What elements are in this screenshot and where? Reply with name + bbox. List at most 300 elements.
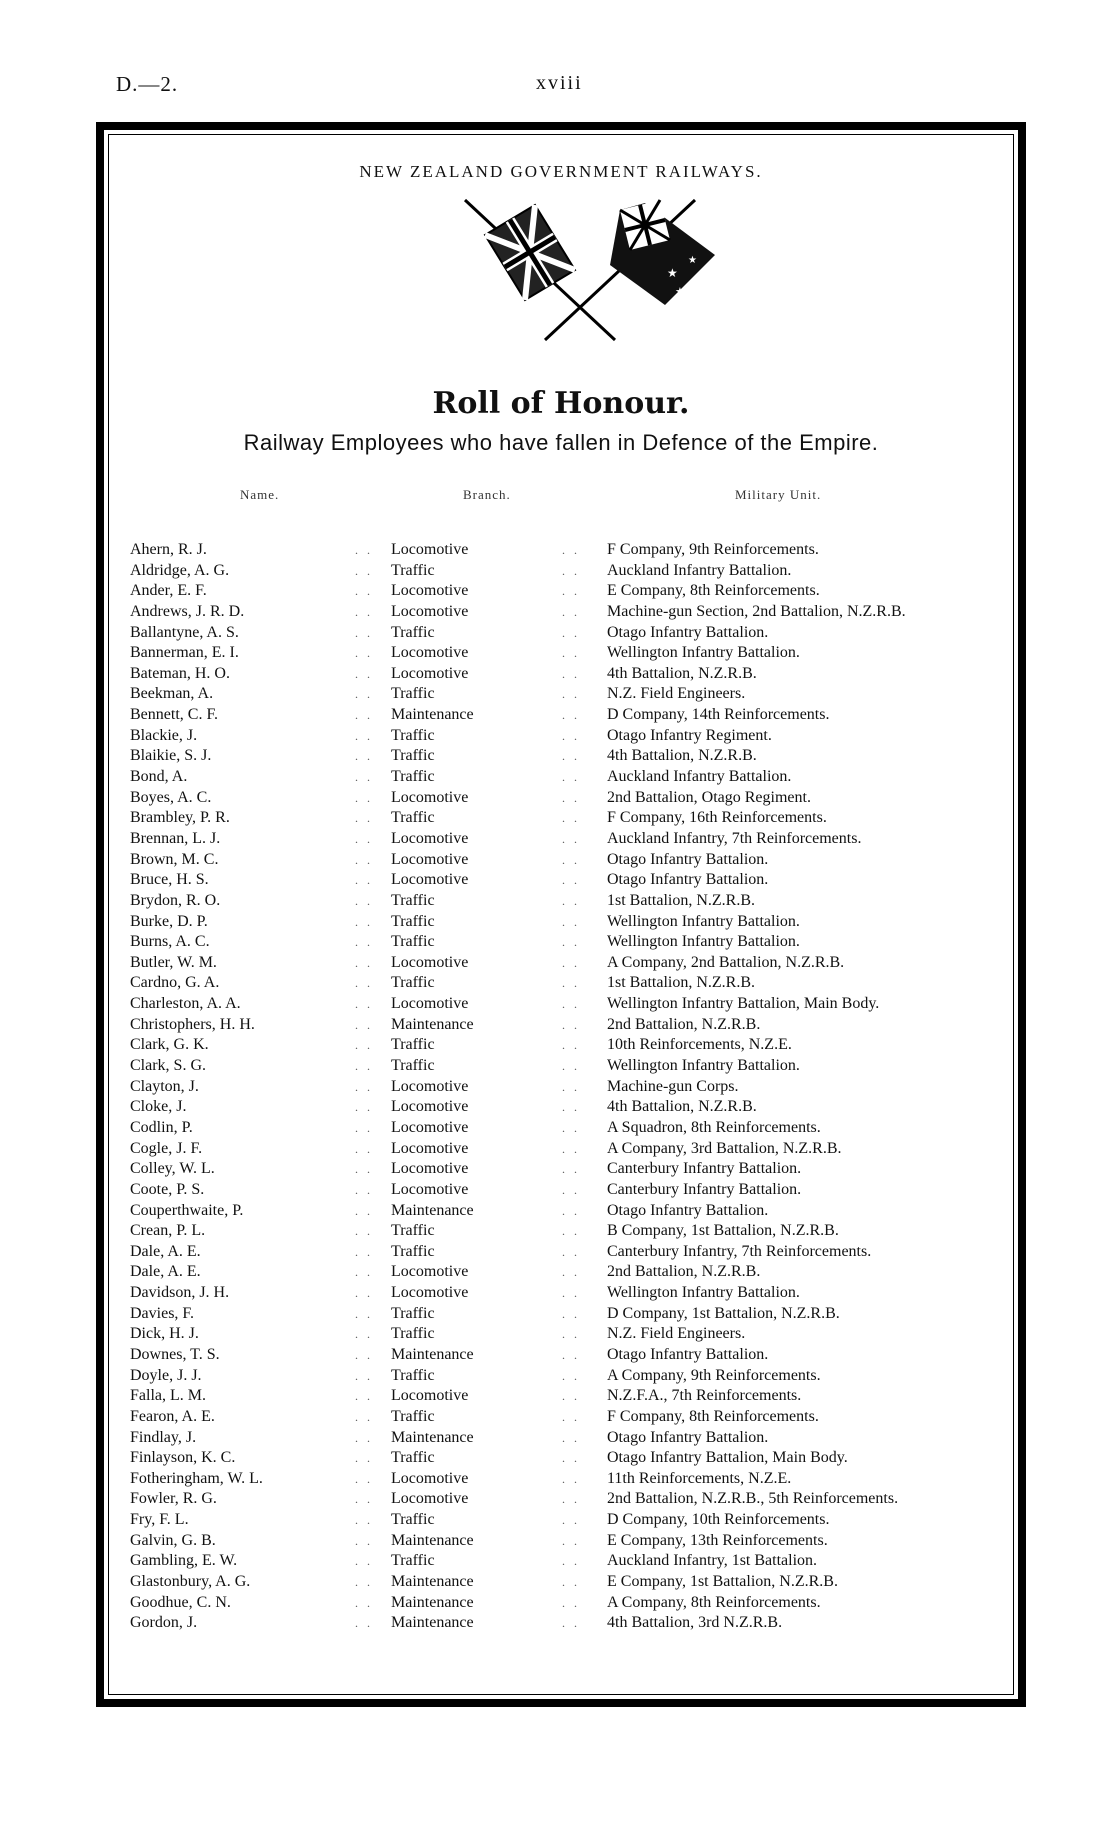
- branch-name: Locomotive: [391, 1118, 469, 1136]
- list-item: [130, 602, 1010, 623]
- list-item: [130, 1242, 1010, 1263]
- dot-leader: . .: [562, 1513, 580, 1528]
- dot-leader: . .: [355, 1141, 373, 1156]
- list-item: [130, 1448, 1010, 1469]
- dot-leader: . .: [355, 790, 373, 805]
- column-header-branch: Branch.: [463, 487, 511, 502]
- person-name: Doyle, J. J.: [130, 1366, 202, 1384]
- dot-leader: . .: [562, 1389, 580, 1404]
- military-unit: N.Z. Field Engineers.: [607, 1325, 746, 1343]
- dot-leader: . .: [562, 1079, 580, 1094]
- list-item: [130, 870, 1010, 891]
- branch-name: Traffic: [391, 1511, 435, 1529]
- branch-name: Traffic: [391, 1304, 435, 1322]
- military-unit: B Company, 1st Battalion, N.Z.R.B.: [607, 1222, 839, 1240]
- person-name: Colley, W. L.: [130, 1160, 215, 1178]
- person-name: Gambling, E. W.: [130, 1552, 238, 1570]
- dot-leader: . .: [355, 666, 373, 681]
- dot-leader: . .: [562, 1451, 580, 1466]
- list-item: [130, 1469, 1010, 1490]
- dot-leader: . .: [562, 708, 580, 723]
- branch-name: Traffic: [391, 1366, 435, 1384]
- military-unit: Wellington Infantry Battalion, Main Body.: [607, 995, 880, 1013]
- person-name: Davidson, J. H.: [130, 1284, 230, 1302]
- dot-leader: . .: [562, 1224, 580, 1239]
- list-item: [130, 1056, 1010, 1077]
- dot-leader: . .: [355, 1265, 373, 1280]
- military-unit: 4th Battalion, 3rd N.Z.R.B.: [607, 1614, 783, 1632]
- dot-leader: . .: [562, 873, 580, 888]
- military-unit: 11th Reinforcements, N.Z.E.: [607, 1469, 792, 1487]
- dot-leader: . .: [562, 955, 580, 970]
- dot-leader: . .: [562, 1347, 580, 1362]
- list-item: [130, 1221, 1010, 1242]
- dot-leader: . .: [355, 831, 373, 846]
- person-name: Codlin, P.: [130, 1118, 193, 1136]
- page-title: Roll of Honour.: [432, 386, 690, 421]
- military-unit: 1st Battalion, N.Z.R.B.: [607, 974, 755, 992]
- person-name: Clark, S. G.: [130, 1057, 206, 1075]
- dot-leader: . .: [562, 1368, 580, 1383]
- dot-leader: . .: [355, 1595, 373, 1610]
- branch-name: Locomotive: [391, 1139, 469, 1157]
- dot-leader: . .: [355, 1513, 373, 1528]
- crossed-flags-icon: [445, 195, 725, 345]
- new-zealand-flag-icon: [610, 200, 715, 305]
- list-item: [130, 1407, 1010, 1428]
- branch-name: Locomotive: [391, 541, 469, 558]
- list-item: [130, 540, 1010, 561]
- branch-name: Traffic: [391, 1552, 435, 1570]
- list-item: [130, 581, 1010, 602]
- branch-name: Maintenance: [391, 1428, 474, 1446]
- dot-leader: . .: [562, 1059, 580, 1074]
- page-header: [116, 72, 966, 102]
- list-item: [130, 1324, 1010, 1345]
- military-unit: Wellington Infantry Battalion.: [607, 933, 800, 951]
- branch-name: Traffic: [391, 623, 435, 641]
- branch-name: Traffic: [391, 974, 435, 992]
- dot-leader: . .: [562, 1203, 580, 1218]
- list-item: [130, 1304, 1010, 1325]
- person-name: Finlayson, K. C.: [130, 1449, 236, 1467]
- person-name: Beekman, A.: [130, 685, 214, 703]
- branch-name: Maintenance: [391, 1345, 474, 1363]
- roll-of-honour-list: [130, 540, 1010, 1634]
- dot-leader: . .: [562, 831, 580, 846]
- military-unit: A Squadron, 8th Reinforcements.: [607, 1118, 821, 1136]
- dot-leader: . .: [562, 1182, 580, 1197]
- military-unit: Otago Infantry Battalion.: [607, 1428, 769, 1446]
- dot-leader: . .: [355, 1327, 373, 1342]
- person-name: Clark, G. K.: [130, 1036, 209, 1054]
- svg-text:★: ★: [675, 286, 685, 298]
- military-unit: Otago Infantry Battalion.: [607, 871, 769, 889]
- list-item: [130, 1510, 1010, 1531]
- dot-leader: . .: [562, 1616, 580, 1631]
- list-item: [130, 1159, 1010, 1180]
- dot-leader: . .: [562, 543, 580, 557]
- military-unit: Otago Infantry Battalion.: [607, 850, 769, 868]
- person-name: Cardno, G. A.: [130, 974, 220, 992]
- dot-leader: . .: [562, 1141, 580, 1156]
- branch-name: Locomotive: [391, 664, 469, 682]
- list-item: [130, 788, 1010, 809]
- person-name: Blaikie, S. J.: [130, 747, 212, 765]
- person-name: Butler, W. M.: [130, 953, 217, 971]
- dot-leader: . .: [355, 935, 373, 950]
- dot-leader: . .: [562, 1492, 580, 1507]
- person-name: Bateman, H. O.: [130, 664, 230, 682]
- military-unit: 4th Battalion, N.Z.R.B.: [607, 1098, 757, 1116]
- list-item: [130, 973, 1010, 994]
- person-name: Bannerman, E. I.: [130, 644, 239, 662]
- dot-leader: . .: [355, 1430, 373, 1445]
- person-name: Brydon, R. O.: [130, 891, 221, 909]
- person-name: Clayton, J.: [130, 1077, 199, 1095]
- list-item: [130, 808, 1010, 829]
- military-unit: A Company, 8th Reinforcements.: [607, 1593, 821, 1611]
- military-unit: Auckland Infantry, 7th Reinforcements.: [607, 829, 862, 847]
- person-name: Dale, A. E.: [130, 1263, 201, 1281]
- person-name: Downes, T. S.: [130, 1345, 220, 1363]
- list-item: [130, 912, 1010, 933]
- person-name: Dale, A. E.: [130, 1242, 201, 1260]
- military-unit: Auckland Infantry, 1st Battalion.: [607, 1552, 818, 1570]
- branch-name: Locomotive: [391, 1387, 469, 1405]
- branch-name: Maintenance: [391, 1573, 474, 1591]
- person-name: Fowler, R. G.: [130, 1490, 217, 1508]
- dot-leader: . .: [562, 687, 580, 702]
- dot-leader: . .: [562, 1286, 580, 1301]
- column-header-unit: Military Unit.: [735, 487, 822, 502]
- branch-name: Locomotive: [391, 644, 469, 662]
- person-name: Burns, A. C.: [130, 933, 210, 951]
- military-unit: Otago Infantry Battalion.: [607, 1201, 769, 1219]
- person-name: Andrews, J. R. D.: [130, 602, 245, 620]
- dot-leader: . .: [355, 1162, 373, 1177]
- military-unit: E Company, 1st Battalion, N.Z.R.B.: [607, 1573, 838, 1591]
- military-unit: A Company, 2nd Battalion, N.Z.R.B.: [607, 953, 845, 971]
- dot-leader: . .: [355, 1079, 373, 1094]
- dot-leader: . .: [355, 708, 373, 723]
- dot-leader: . .: [562, 790, 580, 805]
- branch-name: Maintenance: [391, 1593, 474, 1611]
- list-item: [130, 1035, 1010, 1056]
- dot-leader: . .: [562, 749, 580, 764]
- military-unit: E Company, 8th Reinforcements.: [607, 582, 820, 600]
- dot-leader: . .: [562, 728, 580, 743]
- military-unit: Wellington Infantry Battalion.: [607, 644, 800, 662]
- svg-text:★: ★: [688, 255, 697, 266]
- page-number: xviii: [536, 72, 583, 94]
- dot-leader: . .: [562, 976, 580, 991]
- military-unit: Otago Infantry Battalion.: [607, 1345, 769, 1363]
- branch-name: Traffic: [391, 933, 435, 951]
- page-subtitle: Railway Employees who have fallen in Defence of the Empire.: [243, 430, 879, 455]
- dot-leader: . .: [562, 1575, 580, 1590]
- dot-leader: . .: [562, 811, 580, 826]
- branch-name: Traffic: [391, 891, 435, 909]
- military-unit: F Company, 9th Reinforcements.: [607, 541, 819, 558]
- dot-leader: . .: [355, 1059, 373, 1074]
- branch-name: Locomotive: [391, 829, 469, 847]
- column-header-name: Name.: [240, 487, 280, 502]
- dot-leader: . .: [562, 584, 580, 599]
- dot-leader: . .: [355, 1471, 373, 1486]
- dot-leader: . .: [355, 1306, 373, 1321]
- person-name: Cogle, J. F.: [130, 1139, 203, 1157]
- dot-leader: . .: [355, 770, 373, 785]
- dot-leader: . .: [562, 1017, 580, 1032]
- person-name: Christophers, H. H.: [130, 1015, 255, 1033]
- dot-leader: . .: [355, 1182, 373, 1197]
- person-name: Coote, P. S.: [130, 1180, 205, 1198]
- military-unit: N.Z. Field Engineers.: [607, 685, 746, 703]
- list-item: [130, 1262, 1010, 1283]
- list-item: [130, 1345, 1010, 1366]
- person-name: Bond, A.: [130, 768, 188, 786]
- dot-leader: . .: [355, 687, 373, 702]
- dot-leader: . .: [355, 563, 373, 578]
- list-item: [130, 1180, 1010, 1201]
- list-item: [130, 726, 1010, 747]
- dot-leader: . .: [562, 1120, 580, 1135]
- list-item: [130, 767, 1010, 788]
- person-name: Bruce, H. S.: [130, 871, 209, 889]
- military-unit: Auckland Infantry Battalion.: [607, 561, 792, 579]
- list-item: [130, 623, 1010, 644]
- person-name: Cloke, J.: [130, 1098, 187, 1116]
- list-item: [130, 1489, 1010, 1510]
- person-name: Davies, F.: [130, 1304, 195, 1322]
- dot-leader: . .: [355, 1038, 373, 1053]
- dot-leader: . .: [562, 646, 580, 661]
- list-item: [130, 1531, 1010, 1552]
- list-item: [130, 643, 1010, 664]
- branch-name: Locomotive: [391, 602, 469, 620]
- military-unit: F Company, 16th Reinforcements.: [607, 809, 827, 827]
- military-unit: 1st Battalion, N.Z.R.B.: [607, 891, 755, 909]
- list-item: [130, 850, 1010, 871]
- branch-name: Traffic: [391, 1057, 435, 1075]
- branch-name: Maintenance: [391, 1531, 474, 1549]
- military-unit: A Company, 3rd Battalion, N.Z.R.B.: [607, 1139, 842, 1157]
- branch-name: Traffic: [391, 1325, 435, 1343]
- list-item: [130, 1118, 1010, 1139]
- list-item: [130, 1386, 1010, 1407]
- branch-name: Locomotive: [391, 1469, 469, 1487]
- list-item: [130, 1139, 1010, 1160]
- person-name: Burke, D. P.: [130, 912, 208, 930]
- dot-leader: . .: [562, 1533, 580, 1548]
- military-unit: E Company, 13th Reinforcements.: [607, 1531, 828, 1549]
- dot-leader: . .: [355, 728, 373, 743]
- person-name: Brown, M. C.: [130, 850, 219, 868]
- branch-name: Locomotive: [391, 871, 469, 889]
- branch-name: Traffic: [391, 747, 435, 765]
- person-name: Ander, E. F.: [130, 582, 207, 600]
- svg-text:★: ★: [695, 275, 704, 286]
- list-item: [130, 1428, 1010, 1449]
- dot-leader: . .: [355, 914, 373, 929]
- branch-name: Locomotive: [391, 953, 469, 971]
- military-unit: 2nd Battalion, N.Z.R.B.: [607, 1263, 761, 1281]
- list-item: [130, 1097, 1010, 1118]
- person-name: Ahern, R. J.: [130, 541, 207, 558]
- branch-name: Locomotive: [391, 1160, 469, 1178]
- military-unit: D Company, 10th Reinforcements.: [607, 1511, 830, 1529]
- dot-leader: . .: [355, 749, 373, 764]
- list-item: [130, 1572, 1010, 1593]
- dot-leader: . .: [355, 584, 373, 599]
- list-item: [130, 932, 1010, 953]
- dot-leader: . .: [355, 955, 373, 970]
- military-unit: Machine-gun Corps.: [607, 1077, 739, 1095]
- military-unit: Otago Infantry Battalion, Main Body.: [607, 1449, 848, 1467]
- dot-leader: . .: [355, 1409, 373, 1424]
- branch-name: Maintenance: [391, 1015, 474, 1033]
- military-unit: Canterbury Infantry Battalion.: [607, 1180, 802, 1198]
- list-item: [130, 953, 1010, 974]
- list-item: [130, 1593, 1010, 1614]
- branch-name: Locomotive: [391, 582, 469, 600]
- military-unit: Otago Infantry Battalion.: [607, 623, 769, 641]
- dot-leader: . .: [562, 1430, 580, 1445]
- dot-leader: . .: [355, 1575, 373, 1590]
- branch-name: Traffic: [391, 912, 435, 930]
- branch-name: Traffic: [391, 1242, 435, 1260]
- dot-leader: . .: [355, 1347, 373, 1362]
- branch-name: Locomotive: [391, 1490, 469, 1508]
- branch-name: Locomotive: [391, 1284, 469, 1302]
- person-name: Falla, L. M.: [130, 1387, 206, 1405]
- dot-leader: . .: [562, 1306, 580, 1321]
- branch-name: Maintenance: [391, 706, 474, 724]
- dot-leader: . .: [355, 1244, 373, 1259]
- list-item: [130, 1613, 1010, 1634]
- dot-leader: . .: [562, 604, 580, 619]
- union-flag-icon: [485, 205, 575, 300]
- branch-name: Locomotive: [391, 1180, 469, 1198]
- dot-leader: . .: [355, 646, 373, 661]
- dot-leader: . .: [355, 625, 373, 640]
- branch-name: Traffic: [391, 1407, 435, 1425]
- dot-leader: . .: [355, 1120, 373, 1135]
- list-item: [130, 891, 1010, 912]
- person-name: Couperthwaite, P.: [130, 1201, 244, 1219]
- person-name: Aldridge, A. G.: [130, 561, 230, 579]
- branch-name: Locomotive: [391, 850, 469, 868]
- list-item: [130, 1283, 1010, 1304]
- person-name: Fearon, A. E.: [130, 1407, 215, 1425]
- dot-leader: . .: [355, 997, 373, 1012]
- dot-leader: . .: [355, 1451, 373, 1466]
- dot-leader: . .: [562, 1265, 580, 1280]
- military-unit: F Company, 8th Reinforcements.: [607, 1407, 819, 1425]
- dot-leader: . .: [355, 1616, 373, 1631]
- person-name: Bennett, C. F.: [130, 706, 219, 724]
- dot-leader: . .: [562, 1038, 580, 1053]
- branch-name: Locomotive: [391, 1077, 469, 1095]
- dot-leader: . .: [355, 1389, 373, 1404]
- list-item: [130, 684, 1010, 705]
- military-unit: Canterbury Infantry, 7th Reinforcements.: [607, 1242, 872, 1260]
- military-unit: D Company, 1st Battalion, N.Z.R.B.: [607, 1304, 840, 1322]
- dot-leader: . .: [562, 893, 580, 908]
- list-item: [130, 1366, 1010, 1387]
- person-name: Brennan, L. J.: [130, 829, 221, 847]
- military-unit: Wellington Infantry Battalion.: [607, 1057, 800, 1075]
- dot-leader: . .: [562, 1162, 580, 1177]
- branch-name: Traffic: [391, 809, 435, 827]
- list-item: [130, 829, 1010, 850]
- branch-name: Traffic: [391, 1036, 435, 1054]
- person-name: Crean, P. L.: [130, 1222, 206, 1240]
- branch-name: Traffic: [391, 768, 435, 786]
- list-item: [130, 994, 1010, 1015]
- dot-leader: . .: [355, 811, 373, 826]
- branch-name: Maintenance: [391, 1614, 474, 1632]
- branch-name: Traffic: [391, 1449, 435, 1467]
- dot-leader: . .: [355, 604, 373, 619]
- dot-leader: . .: [355, 893, 373, 908]
- military-unit: Wellington Infantry Battalion.: [607, 1284, 800, 1302]
- branch-name: Traffic: [391, 561, 435, 579]
- military-unit: D Company, 14th Reinforcements.: [607, 706, 830, 724]
- person-name: Ballantyne, A. S.: [130, 623, 239, 641]
- dot-leader: . .: [355, 1533, 373, 1548]
- branch-name: Traffic: [391, 685, 435, 703]
- military-unit: 4th Battalion, N.Z.R.B.: [607, 747, 757, 765]
- dot-leader: . .: [355, 852, 373, 867]
- dot-leader: . .: [562, 1244, 580, 1259]
- svg-text:★: ★: [667, 266, 678, 280]
- military-unit: Canterbury Infantry Battalion.: [607, 1160, 802, 1178]
- person-name: Boyes, A. C.: [130, 788, 212, 806]
- dot-leader: . .: [355, 1286, 373, 1301]
- dot-leader: . .: [562, 1409, 580, 1424]
- branch-name: Traffic: [391, 726, 435, 744]
- military-unit: A Company, 9th Reinforcements.: [607, 1366, 821, 1384]
- military-unit: 4th Battalion, N.Z.R.B.: [607, 664, 757, 682]
- person-name: Fry, F. L.: [130, 1511, 189, 1529]
- dot-leader: . .: [355, 1100, 373, 1115]
- person-name: Glastonbury, A. G.: [130, 1573, 251, 1591]
- military-unit: 10th Reinforcements, N.Z.E.: [607, 1036, 792, 1054]
- dot-leader: . .: [562, 935, 580, 950]
- military-unit: Machine-gun Section, 2nd Battalion, N.Z.R.B.: [607, 602, 906, 620]
- dot-leader: . .: [562, 852, 580, 867]
- person-name: Charleston, A. A.: [130, 995, 241, 1013]
- military-unit: Wellington Infantry Battalion.: [607, 912, 800, 930]
- dot-leader: . .: [562, 563, 580, 578]
- person-name: Blackie, J.: [130, 726, 198, 744]
- dot-leader: . .: [355, 1492, 373, 1507]
- person-name: Gordon, J.: [130, 1614, 198, 1632]
- person-name: Fotheringham, W. L.: [130, 1469, 263, 1487]
- list-item: [130, 746, 1010, 767]
- person-name: Goodhue, C. N.: [130, 1593, 231, 1611]
- person-name: Dick, H. J.: [130, 1325, 199, 1343]
- dot-leader: . .: [355, 543, 373, 557]
- dot-leader: . .: [562, 1327, 580, 1342]
- dot-leader: . .: [355, 976, 373, 991]
- military-unit: 2nd Battalion, N.Z.R.B., 5th Reinforcements.: [607, 1490, 899, 1508]
- dot-leader: . .: [562, 1471, 580, 1486]
- military-unit: N.Z.F.A., 7th Reinforcements.: [607, 1387, 802, 1405]
- dot-leader: . .: [562, 1554, 580, 1569]
